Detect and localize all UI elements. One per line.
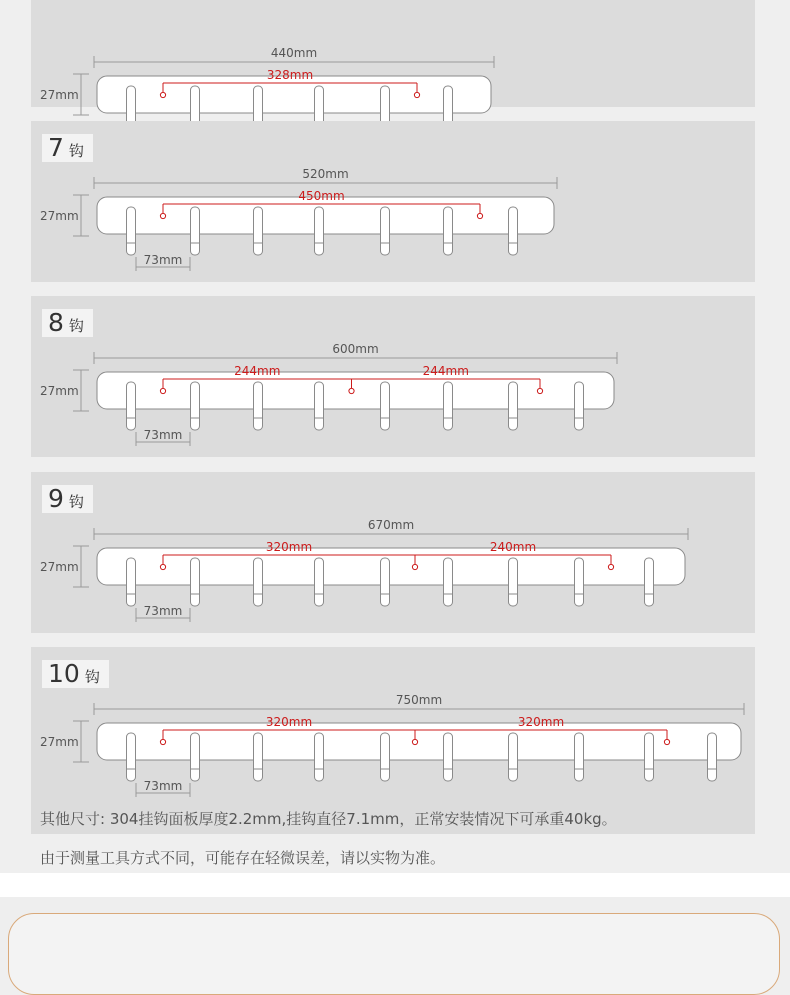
hook xyxy=(191,558,200,606)
height-label: 27mm xyxy=(40,735,79,749)
screw-hole xyxy=(412,564,417,569)
hook-body xyxy=(254,382,263,430)
screw-hole xyxy=(477,213,482,218)
hook xyxy=(444,733,453,781)
hook-spacing-label: 73mm xyxy=(143,604,183,618)
screw-hole xyxy=(160,92,165,97)
hook xyxy=(127,207,136,255)
screw-hole xyxy=(349,388,354,393)
mount-span-label: 328mm xyxy=(266,68,314,82)
hook-body xyxy=(509,207,518,255)
hook-rack-9-diagram xyxy=(31,472,755,633)
hook-body xyxy=(315,382,324,430)
hook-body xyxy=(645,733,654,781)
mount-span-label: 320mm xyxy=(517,715,565,729)
hook-rack-6-panel xyxy=(31,0,755,107)
hook-body xyxy=(444,382,453,430)
hook-body xyxy=(381,207,390,255)
hook-body xyxy=(127,382,136,430)
disclaimer-note: 由于测量工具方式不同，可能存在轻微误差，请以实物为准。 xyxy=(40,849,446,867)
hook-body xyxy=(381,382,390,430)
height-label: 27mm xyxy=(40,384,79,398)
hook-body xyxy=(191,382,200,430)
hook-rack-7-panel xyxy=(31,121,755,282)
hook-spacing-label: 73mm xyxy=(143,253,183,267)
screw-hole xyxy=(664,739,669,744)
hook-count-number: 8 xyxy=(48,308,64,337)
hook xyxy=(127,558,136,606)
hook xyxy=(191,207,200,255)
hook xyxy=(315,558,324,606)
hook-body xyxy=(444,207,453,255)
hook-body xyxy=(645,558,654,606)
screw-hole xyxy=(160,213,165,218)
screw-hole xyxy=(608,564,613,569)
hook-count-number: 10 xyxy=(48,659,80,688)
screw-hole xyxy=(412,739,417,744)
screw-hole xyxy=(160,739,165,744)
hook-rack-6-diagram xyxy=(31,0,755,107)
hook-body xyxy=(444,558,453,606)
total-width-label: 440mm xyxy=(270,46,318,60)
next-section-frame xyxy=(8,913,780,995)
screw-hole xyxy=(160,388,165,393)
mount-span-label: 244mm xyxy=(234,364,281,378)
height-label: 27mm xyxy=(40,560,79,574)
hook-count-unit: 钩 xyxy=(68,317,84,335)
hook-rack-9-panel xyxy=(31,472,755,633)
hook-spacing-label: 73mm xyxy=(143,779,183,793)
mount-span-label: 320mm xyxy=(265,540,313,554)
hook xyxy=(444,207,453,255)
hook-body xyxy=(444,733,453,781)
hook-body xyxy=(315,733,324,781)
hook xyxy=(127,733,136,781)
hook-body xyxy=(575,382,584,430)
hook xyxy=(254,207,263,255)
screw-hole xyxy=(537,388,542,393)
hook xyxy=(381,733,390,781)
hook-rack-10-diagram xyxy=(31,647,755,807)
hook-rack-8-panel xyxy=(31,296,755,457)
hook-body xyxy=(509,382,518,430)
mount-span-label: 320mm xyxy=(265,715,313,729)
hook xyxy=(645,733,654,781)
mount-span-label: 244mm xyxy=(422,364,469,378)
hook-body xyxy=(315,558,324,606)
hook-count-unit: 钩 xyxy=(68,493,84,511)
section-divider xyxy=(0,873,790,897)
hook xyxy=(444,558,453,606)
hook xyxy=(575,382,584,430)
hook xyxy=(315,382,324,430)
mount-plate xyxy=(97,548,685,585)
hook xyxy=(127,382,136,430)
hook-body xyxy=(254,207,263,255)
hook-body xyxy=(575,558,584,606)
hook xyxy=(509,558,518,606)
hook xyxy=(254,733,263,781)
hook-count-number: 9 xyxy=(48,484,64,513)
hook xyxy=(254,558,263,606)
hook-body xyxy=(381,733,390,781)
total-width-label: 750mm xyxy=(395,693,443,707)
hook-body xyxy=(315,207,324,255)
hook xyxy=(381,558,390,606)
hook-count-unit: 钩 xyxy=(84,668,100,686)
hook xyxy=(708,733,717,781)
hook-body xyxy=(575,733,584,781)
hook-count-number: 7 xyxy=(48,133,64,162)
mount-span-label: 450mm xyxy=(298,189,345,203)
hook xyxy=(575,558,584,606)
hook xyxy=(381,207,390,255)
hook xyxy=(381,382,390,430)
hook-body xyxy=(254,558,263,606)
hook xyxy=(315,733,324,781)
hook-body xyxy=(127,733,136,781)
hook-body xyxy=(191,558,200,606)
hook xyxy=(645,558,654,606)
screw-hole xyxy=(414,92,419,97)
height-label: 27mm xyxy=(40,88,79,102)
hook-body xyxy=(509,733,518,781)
hook-body xyxy=(127,207,136,255)
hook xyxy=(444,382,453,430)
specs-note: 其他尺寸: 304挂钩面板厚度2.2mm,挂钩直径7.1mm，正常安装情况下可承重40kg。 xyxy=(40,810,617,828)
hook-body xyxy=(127,558,136,606)
hook-rack-10-panel xyxy=(31,647,755,834)
hook-rack-8-diagram xyxy=(31,296,755,457)
hook xyxy=(509,382,518,430)
total-width-label: 670mm xyxy=(367,518,415,532)
height-label: 27mm xyxy=(40,209,79,223)
hook-body xyxy=(509,558,518,606)
hook xyxy=(509,207,518,255)
mount-plate xyxy=(97,372,614,409)
total-width-label: 520mm xyxy=(302,167,349,181)
hook xyxy=(575,733,584,781)
total-width-label: 600mm xyxy=(332,342,379,356)
hook-count-unit: 钩 xyxy=(68,142,84,160)
hook-body xyxy=(191,207,200,255)
hook-body xyxy=(191,733,200,781)
hook-body xyxy=(708,733,717,781)
hook xyxy=(315,207,324,255)
hook xyxy=(509,733,518,781)
hook xyxy=(254,382,263,430)
hook-body xyxy=(381,558,390,606)
screw-hole xyxy=(160,564,165,569)
hook-rack-7-diagram xyxy=(31,121,755,282)
hook-spacing-label: 73mm xyxy=(143,428,183,442)
hook-body xyxy=(254,733,263,781)
hook xyxy=(191,382,200,430)
hook xyxy=(191,733,200,781)
mount-span-label: 240mm xyxy=(489,540,537,554)
